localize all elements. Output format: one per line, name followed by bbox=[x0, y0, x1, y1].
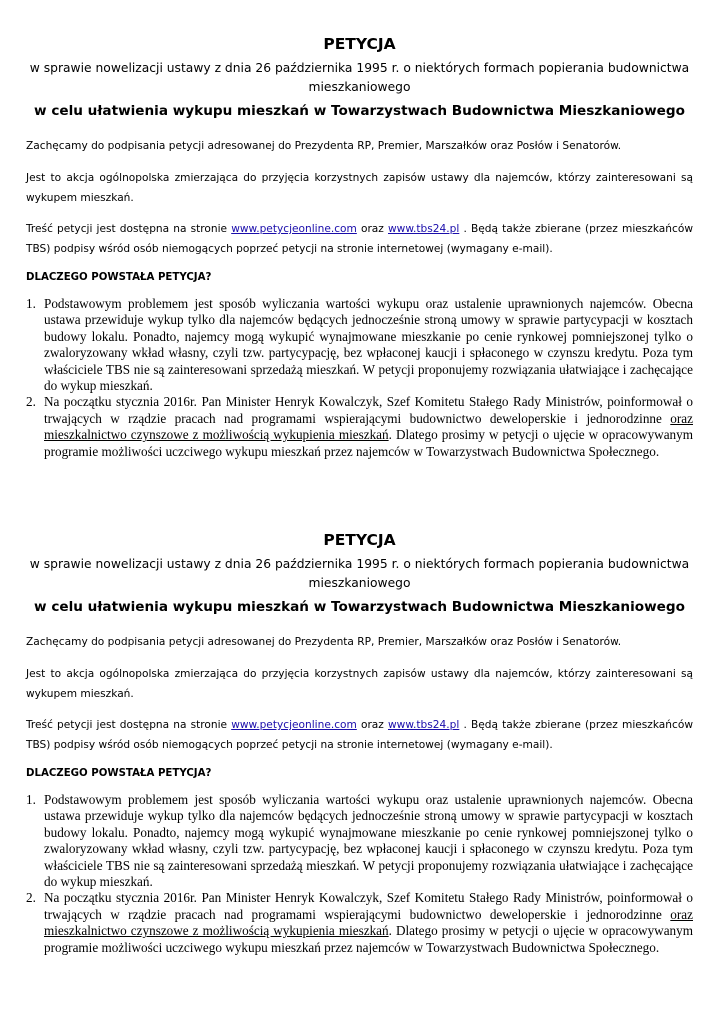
petition-aim: w celu ułatwienia wykupu mieszkań w Towarzystwach Budownictwa Mieszkaniowego bbox=[34, 599, 685, 615]
petition-block-2 bbox=[26, 531, 693, 956]
reasons-list bbox=[26, 296, 693, 460]
petition-title: PETYCJA bbox=[323, 35, 396, 53]
source-paragraph bbox=[26, 219, 693, 259]
list-number: 2. bbox=[26, 394, 36, 410]
link-petycjeonline[interactable]: www.petycjeonline.com bbox=[231, 719, 357, 731]
list-number: 1. bbox=[26, 792, 36, 807]
reason-text-pre: Na początku stycznia 2016r. Pan Minister Henryk Kowalczyk, Szef Komitetu Stałego Rady Ministrów, poinformował o trwających w rządzie pracach nad programami wspierającymi budownictwo deweloperskie i jednorodzinne bbox=[44, 890, 693, 922]
source-tail: . Będą także zbierane (przez mieszkańców TBS) podpisy wśród osób niemogących poprzeć petycji na stronie internetowej (wymagany e-mail). bbox=[26, 223, 693, 255]
reason-text-underlined: oraz mieszkalnictwo czynszowe z możliwością wykupienia mieszkań bbox=[44, 410, 693, 443]
link-petycjeonline[interactable]: www.petycjeonline.com bbox=[231, 223, 357, 235]
why-heading: DLACZEGO POWSTAŁA PETYCJA? bbox=[26, 768, 212, 779]
appeal-paragraph: Zachęcamy do podpisania petycji adresowanej do Prezydenta RP, Premier, Marszałków oraz Posłów i Senatorów. bbox=[26, 140, 622, 152]
action-paragraph: Jest to akcja ogólnopolska zmierzająca do przyjęcia korzystnych zapisów ustawy dla najemców, którzy zainteresowani są wykupem mieszkań. bbox=[26, 668, 693, 700]
petition-title: PETYCJA bbox=[323, 531, 396, 549]
list-item bbox=[26, 394, 693, 460]
source-paragraph bbox=[26, 715, 693, 755]
reasons-list bbox=[26, 792, 693, 956]
list-item bbox=[26, 792, 693, 890]
source-intro: Treść petycji jest dostępna na stronie bbox=[26, 223, 232, 235]
petition-subtitle: w sprawie nowelizacji ustawy z dnia 26 października 1995 r. o niektórych formach popierania budownictwa mieszkaniowego bbox=[29, 61, 690, 94]
reason-text: Podstawowym problemem jest sposób wyliczania wartości wykupu oraz ustalenie uprawnionych najemców. Obecna ustawa przewiduje wykup tylko dla najemców będących jednocześnie stroną umowy w sprawie partycypacji w kosztach budowy lokalu. Ponadto, najemcy mogą wykupić wynajmowane mieszkanie po cenie rynkowej pomniejszonej tylko o zwaloryzowany wkład własny, czyli tzw. partycypację, bez wpłaconej kaucji i spłaconego w czynszu kredytu. Poza tym właściciele TBS nie są zainteresowani sprzedażą mieszkań. W petycji proponujemy rozwiązania ułatwiające i zachęcające do wykup mieszkań. bbox=[44, 296, 693, 394]
reason-text-post: . Dlatego prosimy w petycji o ujęcie w opracowywanym programie możliwości uczciwego wykupu mieszkań przez najemców w Towarzystwach Budownictwa Społecznego. bbox=[44, 923, 693, 955]
action-paragraph: Jest to akcja ogólnopolska zmierzająca do przyjęcia korzystnych zapisów ustawy dla najemców, którzy zainteresowani są wykupem mieszkań. bbox=[26, 172, 693, 204]
source-mid: oraz bbox=[356, 223, 388, 235]
list-number: 2. bbox=[26, 890, 36, 906]
source-mid: oraz bbox=[356, 719, 388, 731]
reason-text: Podstawowym problemem jest sposób wyliczania wartości wykupu oraz ustalenie uprawnionych najemców. Obecna ustawa przewiduje wykup tylko dla najemców będących jednocześnie stroną umowy w sprawie partycypacji w kosztach budowy lokalu. Ponadto, najemcy mogą wykupić wynajmowane mieszkanie po cenie rynkowej pomniejszonej tylko o zwaloryzowany wkład własny, czyli tzw. partycypację, bez wpłaconej kaucji i spłaconego w czynszu kredytu. Poza tym właściciele TBS nie są zainteresowani sprzedażą mieszkań. W petycji proponujemy rozwiązania ułatwiające i zachęcające do wykup mieszkań. bbox=[44, 792, 693, 890]
appeal-paragraph: Zachęcamy do podpisania petycji adresowanej do Prezydenta RP, Premier, Marszałków oraz Posłów i Senatorów. bbox=[26, 636, 622, 648]
list-item bbox=[26, 890, 693, 956]
reason-text-pre: Na początku stycznia 2016r. Pan Minister Henryk Kowalczyk, Szef Komitetu Stałego Rady Ministrów, poinformował o trwających w rządzie pracach nad programami wspierającymi budownictwo deweloperskie i jednorodzinne bbox=[44, 394, 693, 426]
list-item bbox=[26, 296, 693, 394]
reason-text-underlined: oraz mieszkalnictwo czynszowe z możliwością wykupienia mieszkań bbox=[44, 906, 693, 939]
petition-aim: w celu ułatwienia wykupu mieszkań w Towarzystwach Budownictwa Mieszkaniowego bbox=[34, 103, 685, 119]
petition-subtitle: w sprawie nowelizacji ustawy z dnia 26 października 1995 r. o niektórych formach popierania budownictwa mieszkaniowego bbox=[29, 557, 690, 590]
reason-text-post: . Dlatego prosimy w petycji o ujęcie w opracowywanym programie możliwości uczciwego wykupu mieszkań przez najemców w Towarzystwach Budownictwa Społecznego. bbox=[44, 427, 693, 459]
why-heading: DLACZEGO POWSTAŁA PETYCJA? bbox=[26, 272, 212, 283]
petition-block-1 bbox=[26, 35, 693, 460]
list-number: 1. bbox=[26, 296, 36, 311]
link-tbs24[interactable]: www.tbs24.pl bbox=[388, 223, 460, 235]
source-intro: Treść petycji jest dostępna na stronie bbox=[26, 719, 232, 731]
link-tbs24[interactable]: www.tbs24.pl bbox=[388, 719, 460, 731]
source-tail: . Będą także zbierane (przez mieszkańców TBS) podpisy wśród osób niemogących poprzeć petycji na stronie internetowej (wymagany e-mail). bbox=[26, 719, 693, 751]
